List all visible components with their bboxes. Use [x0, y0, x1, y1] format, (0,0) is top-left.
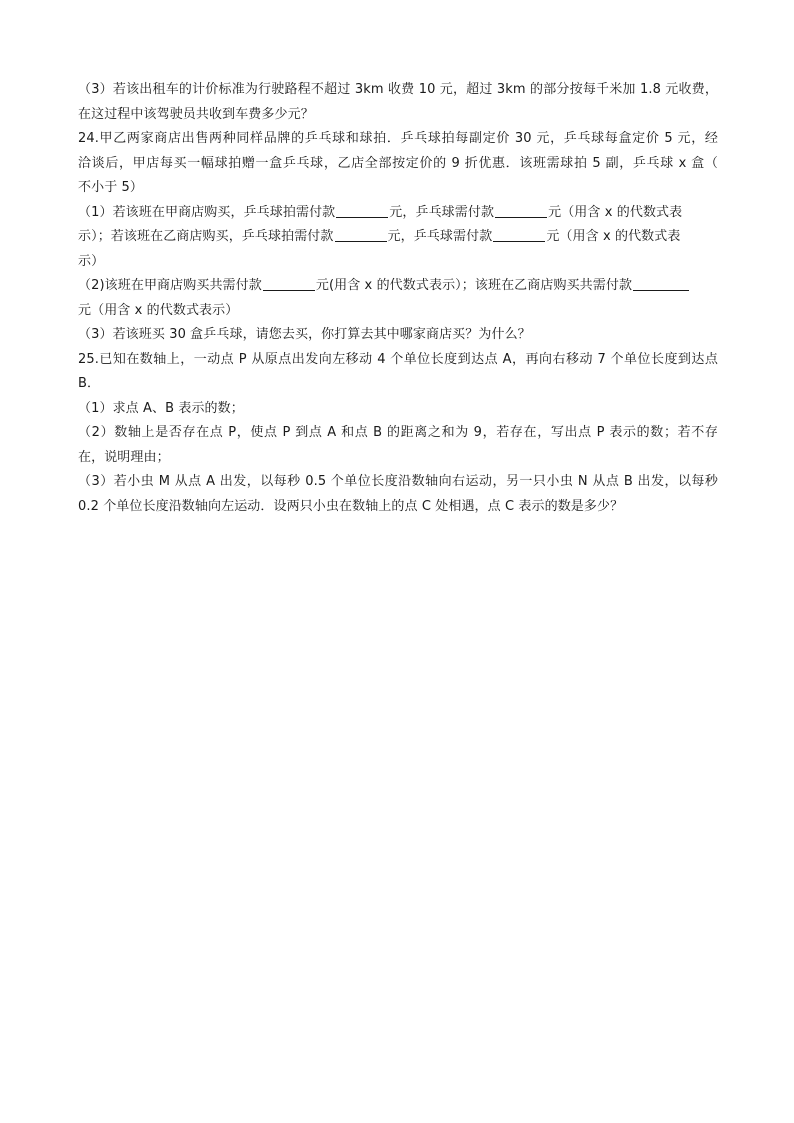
p24-part2-text-a: （2)该班在甲商店购买共需付款	[78, 278, 262, 293]
p24-part2-line2: 元（用含 x 的代数式表示）	[78, 302, 239, 318]
p24-part3: （3）若该班买 30 盒乒乓球，请您去买，你打算去其中哪家商店买？为什么？	[78, 327, 531, 342]
p24-stem-line1: 24.甲乙两家商店出售两种同样品牌的乒乓球和球拍．乒乓球拍每副定价 30 元，乒乓球每盒定价 5 元，经	[78, 131, 718, 146]
p24-part2-line1	[78, 274, 718, 299]
p24-part2-text-b: 元(用含 x 的代数式表示）；该班在乙商店购买共需付款	[315, 278, 633, 293]
answer-blank[interactable]	[335, 227, 387, 242]
p25-stem-line1: 25.已知在数轴上，一动点 P 从原点出发向左移动 4 个单位长度到达点 A，再向右移动 7 个单位长度到达点	[78, 351, 718, 367]
p24-part1-text-b: 元，乒乓球需付款	[389, 204, 495, 220]
p25-part3-line2: 0.2 个单位长度沿数轴向左运动．设两只小虫在数轴上的点 C 处相遇，点 C 表示的数是多少？	[78, 498, 624, 514]
answer-blank[interactable]	[336, 203, 388, 218]
p24-stem-line2: 洽谈后，甲店每买一幅球拍赠一盒乒乓球，乙店全部按定价的 9 折优惠．该班需球拍 5 副，乒乓球 x 盒（	[78, 155, 718, 171]
p24-part1-text-d: 示）；若该班在乙商店购买，乒乓球拍需付款	[78, 229, 334, 244]
answer-blank[interactable]	[263, 276, 315, 291]
p24-stem-line3: 不小于 5）	[78, 180, 144, 195]
p24-part1-text-e: 元，乒乓球需付款	[387, 229, 493, 244]
p24-part1-line3: 示）	[78, 253, 105, 269]
p25-part2-line2: 在，说明理由；	[78, 449, 170, 465]
worksheet-page	[78, 78, 718, 519]
p24-part1-text-c: 元（用含 x 的代数式表	[548, 204, 683, 220]
answer-blank[interactable]	[633, 276, 689, 291]
p25-part1: （1）求点 A、B 表示的数；	[78, 400, 244, 416]
p23-part3-line2: 在这过程中该驾驶员共收到车费多少元？	[78, 106, 314, 122]
p24-part1-line1	[78, 201, 718, 226]
answer-blank[interactable]	[495, 203, 547, 218]
p25-part3-line1: （3）若小虫 M 从点 A 出发，以每秒 0.5 个单位长度沿数轴向右运动，另一只小虫 N 从点 B 出发，以每秒	[78, 474, 718, 489]
answer-blank[interactable]	[493, 227, 545, 242]
p25-stem-line2: B．	[78, 376, 101, 391]
p24-part1-text-a: （1）若该班在甲商店购买，乒乓球拍需付款	[78, 204, 336, 220]
p24-part1-text-f: 元（用含 x 的代数式表	[546, 229, 681, 244]
p24-part1-line2	[78, 225, 718, 250]
p23-part3-line1: （3）若该出租车的计价标准为行驶路程不超过 3km 收费 10 元，超过 3km 的部分按每千米加 1.8 元收费，	[78, 82, 718, 97]
p25-part2-line1: （2）数轴上是否存在点 P，使点 P 到点 A 和点 B 的距离之和为 9，若存在，写出点 P 表示的数；若不存	[78, 425, 718, 440]
